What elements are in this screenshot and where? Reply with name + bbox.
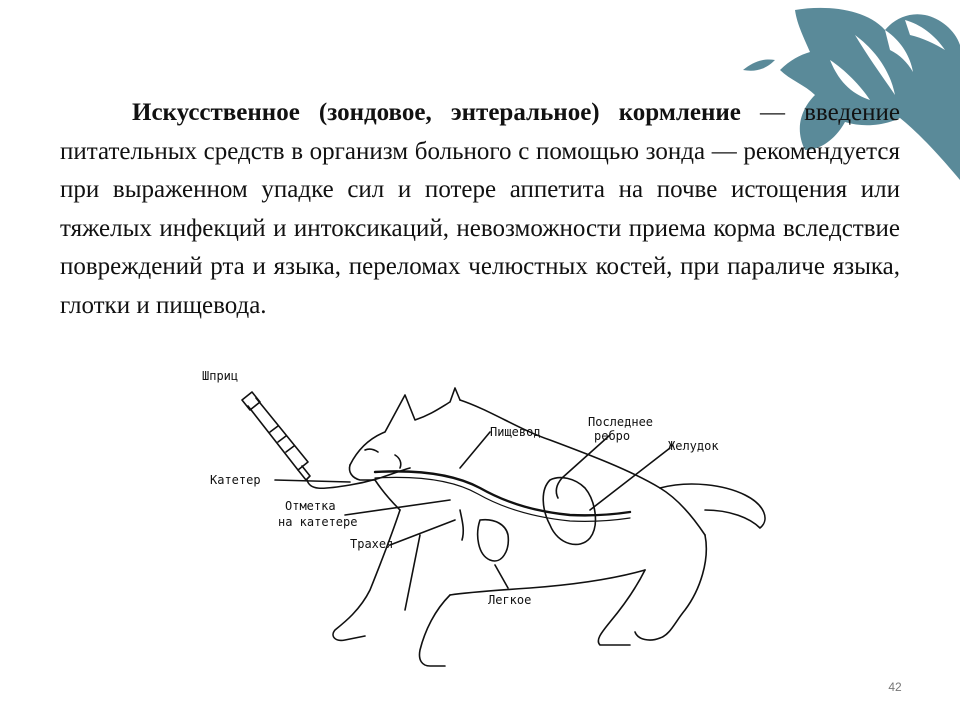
syringe-shape — [242, 392, 310, 480]
bold-heading: Искусственное (зондовое, энтеральное) кормление — [132, 99, 741, 126]
label-last-rib: Последнее — [588, 415, 654, 429]
body-text: — введение питательных средств в организм больного с помощью зонда — рекомендуется при выраженном упадке сил и потере аппетита на почве истощения или тяжелых инфекций и интоксикаций, невозможности приема корма вследствие повреждений рта и языка, переломах челюстных костей, при параличе языка, глотки и пищевода. — [60, 99, 901, 319]
label-catheter: Катетер — [210, 473, 261, 487]
label-trachea: Трахея — [350, 537, 394, 551]
label-stomach: Желудок — [668, 439, 719, 453]
label-mark: Отметка — [285, 499, 336, 513]
cat-feeding-diagram — [190, 360, 770, 690]
cat-illustration — [190, 360, 770, 690]
label-last-rib-line2: ребро — [594, 429, 631, 443]
label-mark-line2: на катетере — [278, 515, 358, 529]
label-esophagus: Пищевод — [490, 425, 541, 439]
label-syringe: Шприц — [202, 369, 239, 383]
label-lung: Легкое — [488, 593, 532, 607]
page-number: 42 — [888, 680, 902, 694]
body-text-block — [60, 94, 900, 325]
